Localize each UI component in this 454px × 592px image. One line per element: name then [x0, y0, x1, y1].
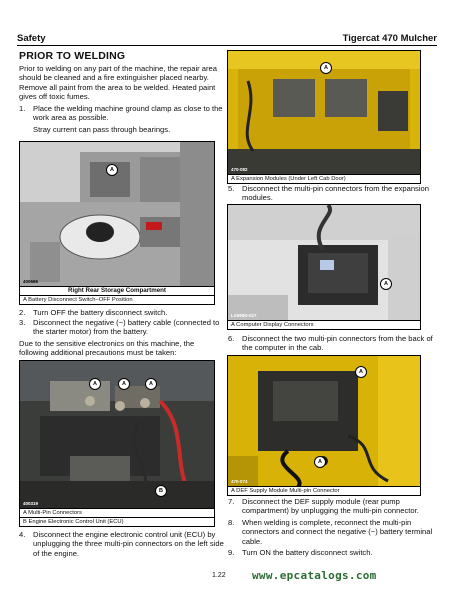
figure-legend: [227, 174, 421, 184]
page-heading: PRIOR TO WELDING: [19, 50, 126, 62]
computer-display-photo: [227, 204, 421, 322]
step-number: 4.: [19, 530, 26, 539]
figure-legend: [227, 320, 421, 330]
legend-item: A Multi-Pin Connectors: [23, 510, 82, 516]
figure-code: 400319: [23, 501, 39, 506]
step-number: 1.: [19, 104, 26, 113]
figure-legend: [227, 486, 421, 496]
step-number: [19, 125, 33, 134]
step-8: [228, 518, 433, 546]
precaution-paragraph: Due to the sensitive electronics on this machine, the following additional precautions must be taken:: [19, 339, 195, 358]
callout-a: A: [314, 456, 326, 468]
step-3: [19, 318, 224, 337]
step-number: 8.: [228, 518, 235, 527]
callout-a: A: [145, 378, 157, 390]
manual-title: Tigercat 470 Mulcher: [342, 33, 437, 44]
step-9: [228, 548, 433, 557]
legend-item: A Computer Display Connectors: [231, 322, 314, 328]
step-1-note: [19, 125, 224, 134]
legend-item: A Expansion Modules (Under Left Cab Door): [231, 176, 346, 182]
step-2: [19, 308, 224, 317]
step-number: 7.: [228, 497, 235, 506]
callout-b: B: [155, 485, 167, 497]
step-4: [19, 530, 224, 558]
step-1: [19, 104, 224, 123]
callout-a: A: [106, 164, 118, 176]
page-number: 1.22: [212, 572, 226, 579]
step-text: Disconnect the DEF supply module (rear pump compartment) by unplugging the multi-pin connector.: [242, 497, 419, 516]
figure-code: 400665: [23, 279, 39, 284]
legend-item: B Engine Electronic Control Unit (ECU): [20, 517, 214, 526]
step-text: Disconnect the engine electronic control unit (ECU) by unplugging the three multi-pin connectors on the left side of the engine.: [33, 530, 224, 558]
header-divider: [17, 45, 437, 46]
callout-a: A: [89, 378, 101, 390]
section-title: Safety: [17, 33, 46, 44]
callout-a: A: [355, 366, 367, 378]
callout-a: A: [380, 278, 392, 290]
figure-code: 470-074: [231, 479, 248, 484]
step-number: 5.: [228, 184, 235, 193]
legend-item: A DEF Supply Module Multi-pin Connector: [231, 488, 340, 494]
step-number: 6.: [228, 334, 235, 343]
caption-divider: [19, 286, 215, 287]
figure-code: LX590D-027: [231, 313, 257, 318]
callout-a: A: [320, 62, 332, 74]
step-text: Stray current can pass through bearings.: [33, 125, 171, 134]
step-text: Disconnect the two multi-pin connectors from the back of the computer in the cab.: [242, 334, 433, 353]
step-text: Turn ON the battery disconnect switch.: [242, 548, 373, 557]
def-supply-module-photo: [227, 355, 421, 488]
intro-paragraph: Prior to welding on any part of the machine, the repair area should be cleaned and a fire extinguisher placed nearby. Remove all paint from the area to be welded. Heated paint gives off toxic fumes.: [19, 64, 217, 102]
step-text: Turn OFF the battery disconnect switch.: [33, 308, 168, 317]
figure-legend: [19, 295, 215, 305]
step-5: [228, 184, 433, 203]
figure-legend: [19, 508, 215, 527]
step-text: Disconnect the multi-pin connectors from the expansion modules.: [242, 184, 429, 203]
figure-code: 470-082: [231, 167, 248, 172]
battery-compartment-photo: [19, 141, 215, 288]
step-text: When welding is complete, reconnect the multi-pin connectors and connect the negative (−) battery terminal cable.: [242, 518, 433, 546]
step-6: [228, 334, 433, 353]
step-number: 9.: [228, 548, 235, 557]
step-7: [228, 497, 433, 516]
engine-ecu-photo: [19, 360, 215, 510]
expansion-modules-photo: [227, 50, 421, 176]
watermark: www.epcatalogs.com: [252, 569, 377, 582]
step-number: 3.: [19, 318, 26, 327]
figure-title: Right Rear Storage Compartment: [19, 287, 215, 295]
step-text: Place the welding machine ground clamp as close to the work area as possible.: [33, 104, 223, 123]
legend-item: A Battery Disconnect Switch–OFF Position: [23, 297, 133, 303]
step-text: Disconnect the negative (−) battery cable (connected to the starter motor) from the battery.: [33, 318, 220, 337]
step-number: 2.: [19, 308, 26, 317]
callout-a: A: [118, 378, 130, 390]
